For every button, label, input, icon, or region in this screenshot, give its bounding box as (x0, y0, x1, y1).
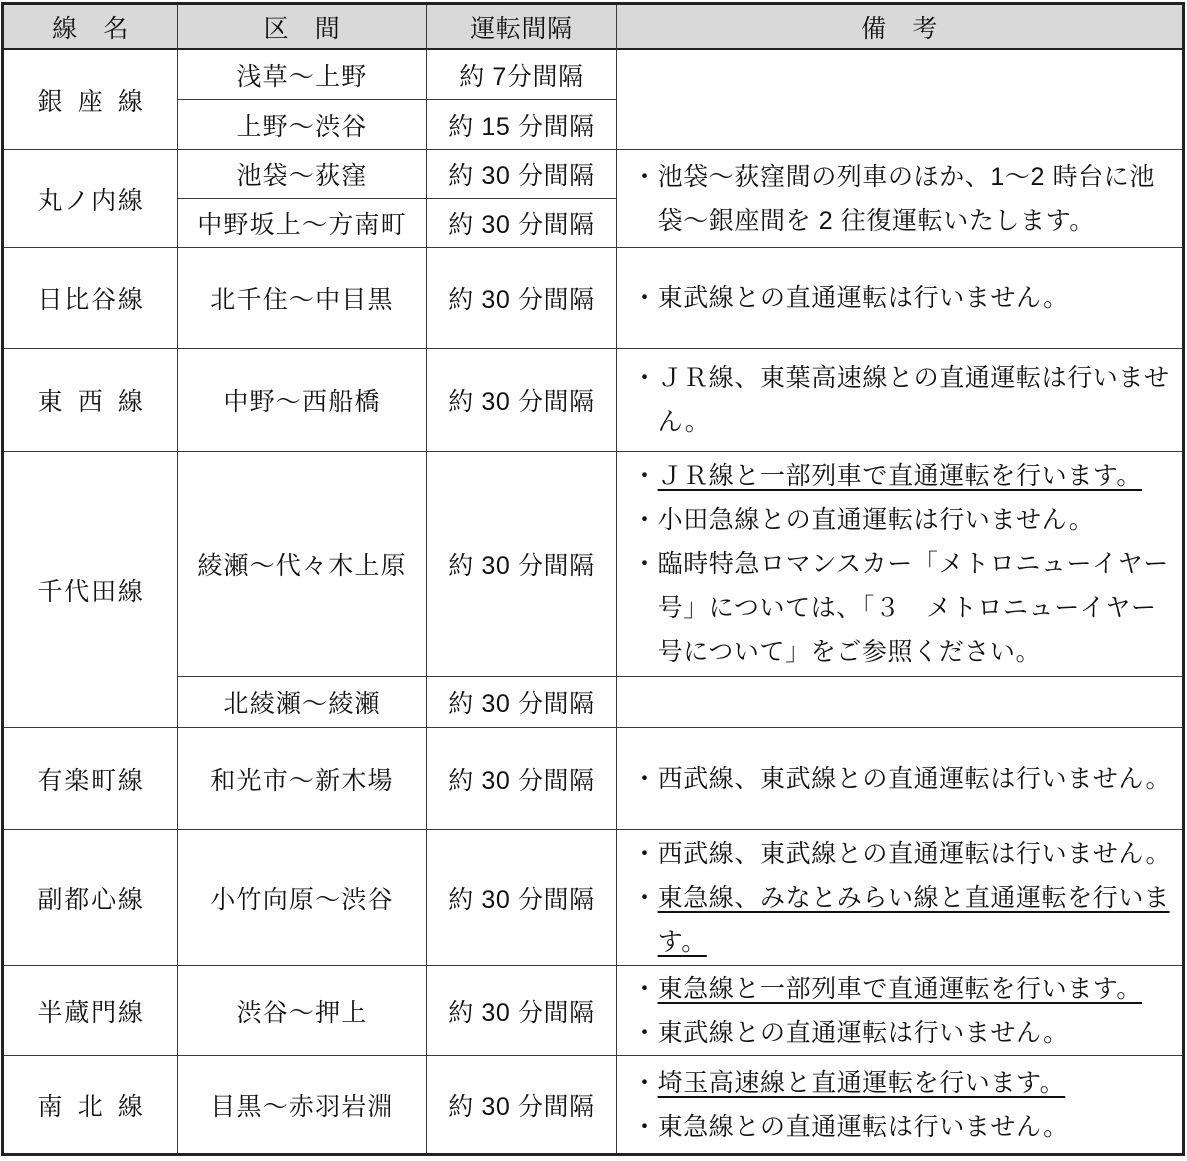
remark-bullet: ・ (632, 883, 658, 912)
header-line-name: 線 名 (52, 14, 129, 43)
remark-item (632, 832, 1174, 876)
remarks-cell (617, 830, 1182, 966)
section-text: 中野坂上～方南町 (197, 211, 407, 239)
interval-text: 約 30 分間隔 (448, 211, 595, 239)
remarks-cell (617, 248, 1182, 349)
remark-text: 小田急線との直通運転は行いません。 (657, 506, 1095, 534)
section-text: 池袋～荻窪 (236, 162, 368, 190)
interval-text: 約 30 分間隔 (448, 286, 595, 314)
line-name-cell (4, 452, 178, 728)
line-name: 銀 座 線 (37, 87, 144, 116)
remark-text: 池袋～荻窪間の列車のほか、1～2 時台に池袋～銀座間を 2 往復運転いたします。 (657, 162, 1155, 235)
section-text: 浅草～上野 (236, 62, 368, 91)
header-remarks-cell (617, 5, 1182, 50)
interval-cell (427, 199, 617, 248)
interval-text: 約 30 分間隔 (448, 388, 595, 416)
interval-cell (427, 248, 617, 349)
remark-item (632, 757, 1174, 801)
remark-item (632, 454, 1174, 498)
line-name: 半蔵門線 (37, 998, 144, 1027)
section-text: 中野～西船橋 (223, 388, 381, 416)
remark-bullet: ・ (632, 974, 658, 1003)
section-text: 上野～渋谷 (236, 112, 368, 141)
header-remarks: 備 考 (861, 14, 938, 43)
remarks-cell (617, 677, 1182, 728)
header-interval: 運転間隔 (470, 14, 573, 43)
remark-text: 臨時特急ロマンスカー「メトロニューイヤー号」については、「３ メトロニューイヤー号について」をご参照ください。 (657, 550, 1169, 666)
remarks-cell (617, 50, 1182, 150)
remark-bullet: ・ (632, 162, 658, 191)
remark-item (632, 967, 1174, 1011)
interval-cell (427, 150, 617, 199)
section-cell (178, 349, 427, 452)
interval-cell (427, 452, 617, 677)
line-name-cell (4, 1056, 178, 1153)
remark-text: ＪＲ線、東葉高速線との直通運転は行いません。 (657, 364, 1170, 436)
section-cell (178, 1056, 427, 1153)
remark-text: 東急線との直通運転は行いません。 (657, 1112, 1069, 1141)
interval-text: 約 30 分間隔 (448, 998, 595, 1027)
remark-bullet: ・ (632, 284, 658, 312)
remark-bullet: ・ (632, 1068, 658, 1097)
remark-item (632, 276, 1174, 320)
section-cell (178, 830, 427, 966)
remarks-cell (617, 150, 1182, 248)
line-name: 日比谷線 (37, 286, 144, 314)
remark-text: 東急線、みなとみらい線と直通運転を行います。 (657, 883, 1170, 956)
section-text: 北綾瀬～綾瀬 (223, 690, 381, 718)
remark-text: ＪＲ線と一部列車で直通運転を行います。 (657, 462, 1143, 490)
interval-cell (427, 1056, 617, 1153)
remark-item (632, 1105, 1174, 1149)
line-name: 南 北 線 (37, 1092, 144, 1121)
line-name-cell (4, 248, 178, 349)
header-section: 区 間 (263, 14, 341, 43)
interval-text: 約 30 分間隔 (448, 885, 595, 914)
remark-text: 東武線との直通運転は行いません。 (657, 284, 1069, 312)
line-name: 有楽町線 (37, 766, 144, 795)
interval-text: 約 30 分間隔 (448, 690, 595, 718)
line-name-cell (4, 50, 178, 150)
interval-cell (427, 100, 617, 150)
remark-item (632, 542, 1174, 674)
interval-cell (427, 50, 617, 100)
line-name-cell (4, 966, 178, 1056)
section-text: 北千住～中目黒 (210, 286, 394, 314)
interval-text: 約 30 分間隔 (448, 552, 595, 580)
remarks-cell (617, 1056, 1182, 1153)
line-name: 東 西 線 (37, 388, 144, 416)
line-name-cell (4, 150, 178, 248)
section-text: 目黒～赤羽岩淵 (210, 1092, 394, 1121)
section-cell (178, 966, 427, 1056)
remark-item (632, 1061, 1174, 1105)
remark-text: 埼玉高速線と直通運転を行います。 (657, 1068, 1066, 1097)
remark-item (632, 356, 1174, 444)
remark-bullet: ・ (632, 462, 658, 490)
interval-cell (427, 830, 617, 966)
section-cell (178, 150, 427, 199)
section-cell (178, 248, 427, 349)
section-text: 渋谷～押上 (236, 998, 368, 1027)
remark-item (632, 498, 1174, 542)
remark-item (632, 155, 1174, 243)
line-name: 千代田線 (37, 577, 144, 606)
header-line-name-cell (4, 5, 178, 50)
remarks-cell (617, 452, 1182, 677)
line-name-cell (4, 728, 178, 830)
remark-text: 西武線、東武線との直通運転は行いません。 (657, 839, 1172, 868)
header-interval-cell (427, 5, 617, 50)
interval-text: 約 7分間隔 (459, 62, 584, 91)
interval-cell (427, 966, 617, 1056)
interval-text: 約 30 分間隔 (448, 766, 595, 795)
remark-bullet: ・ (632, 839, 658, 868)
line-name-cell (4, 349, 178, 452)
line-name: 副都心線 (37, 885, 144, 914)
remarks-cell (617, 966, 1182, 1056)
remarks-cell (617, 728, 1182, 830)
section-cell (178, 677, 427, 728)
section-text: 和光市～新木場 (210, 766, 394, 795)
service-interval-table (1, 2, 1185, 1156)
section-text: 綾瀬～代々木上原 (197, 552, 407, 580)
remark-bullet: ・ (632, 1112, 658, 1141)
remark-item (632, 1011, 1174, 1055)
remark-bullet: ・ (632, 364, 658, 392)
section-cell (178, 728, 427, 830)
line-name-cell (4, 830, 178, 966)
remark-bullet: ・ (632, 1018, 658, 1047)
interval-text: 約 30 分間隔 (448, 162, 595, 190)
remark-bullet: ・ (632, 506, 658, 534)
remark-item (632, 876, 1174, 964)
remarks-cell (617, 349, 1182, 452)
section-cell (178, 100, 427, 150)
section-text: 小竹向原～渋谷 (210, 885, 394, 914)
interval-cell (427, 349, 617, 452)
section-cell (178, 199, 427, 248)
interval-text: 約 15 分間隔 (448, 112, 595, 141)
section-cell (178, 50, 427, 100)
line-name: 丸ノ内線 (37, 186, 144, 215)
section-cell (178, 452, 427, 677)
header-section-cell (178, 5, 427, 50)
remark-text: 東急線と一部列車で直通運転を行います。 (657, 974, 1143, 1003)
interval-cell (427, 677, 617, 728)
remark-text: 西武線、東武線との直通運転は行いません。 (657, 764, 1172, 793)
remark-text: 東武線との直通運転は行いません。 (657, 1018, 1069, 1047)
interval-cell (427, 728, 617, 830)
remark-bullet: ・ (632, 764, 658, 793)
remark-bullet: ・ (632, 550, 658, 578)
interval-text: 約 30 分間隔 (448, 1092, 595, 1121)
